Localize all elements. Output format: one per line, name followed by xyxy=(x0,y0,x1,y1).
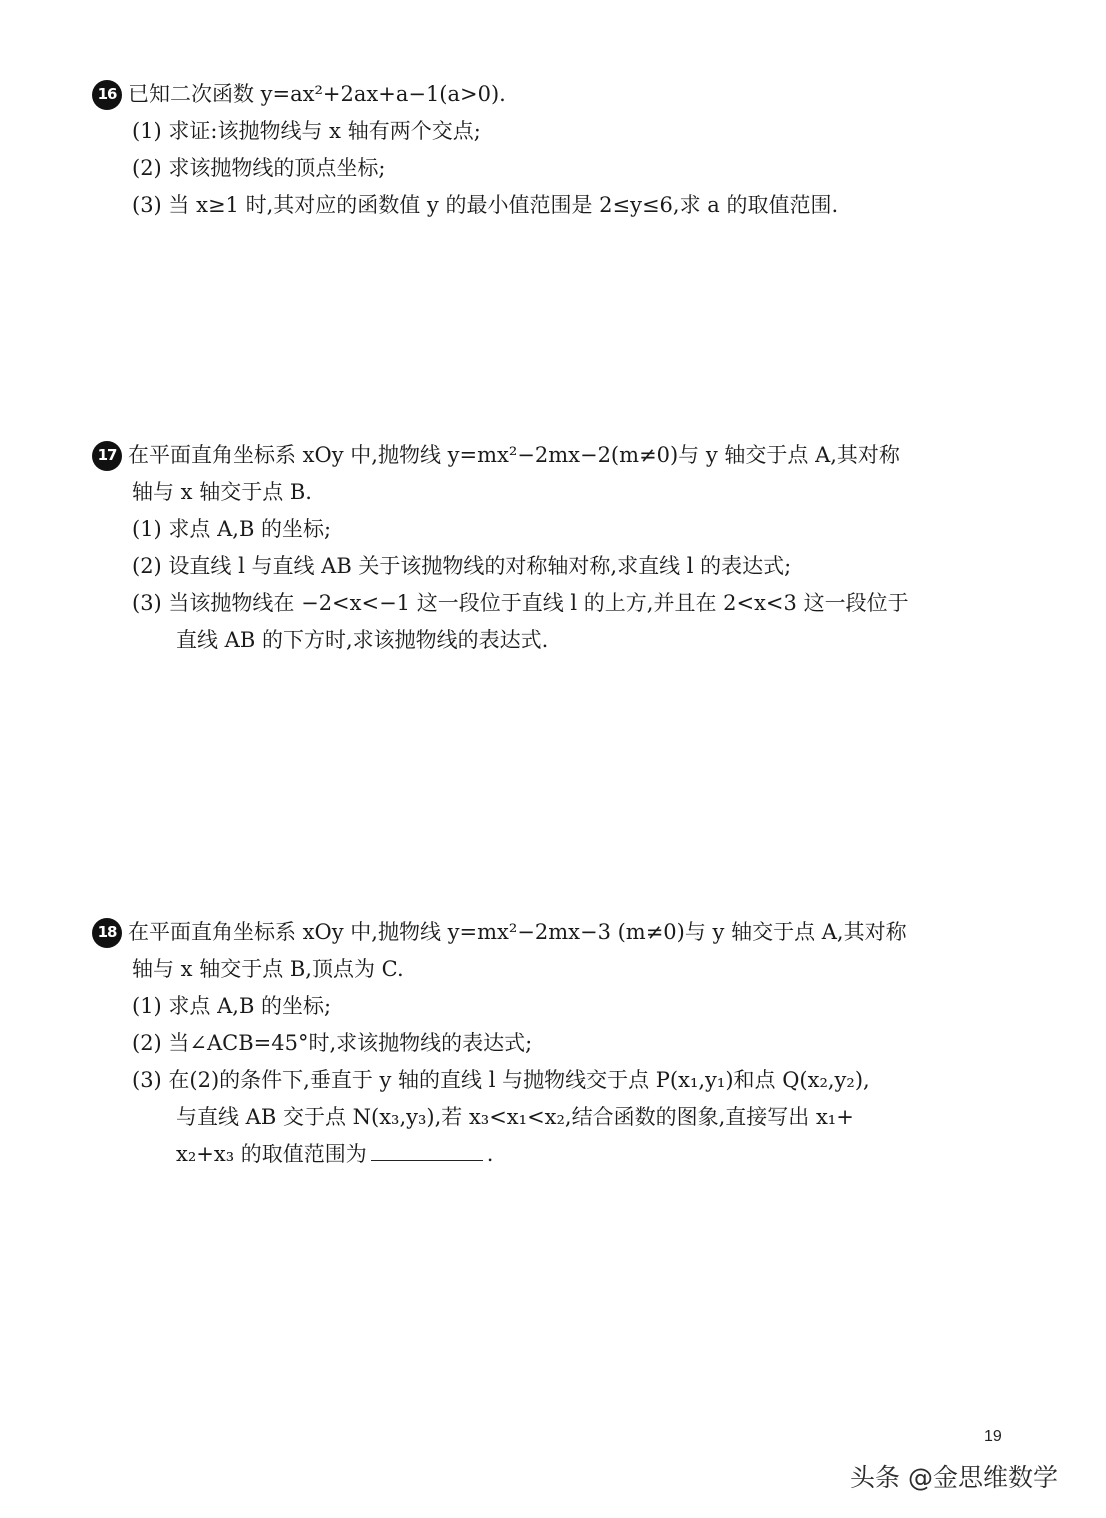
part-3: (3) 当 x≥1 时,其对应的函数值 y 的最小值范围是 2≤y≤6,求 a 的取值范围. xyxy=(132,193,839,217)
part-3-answer-line xyxy=(92,1136,1012,1173)
part-1: (1) 求点 A,B 的坐标; xyxy=(132,994,332,1018)
problem-number-badge: 18 xyxy=(92,918,122,948)
part-3-continuation: x₂+x₃ 的取值范围为 xyxy=(176,1142,367,1166)
part-2: (2) 设直线 l 与直线 AB 关于该抛物线的对称轴对称,求直线 l 的表达式; xyxy=(132,554,792,578)
part-2: (2) 当∠ACB=45°时,求该抛物线的表达式; xyxy=(132,1031,533,1055)
part-3: (3) 在(2)的条件下,垂直于 y 轴的直线 l 与抛物线交于点 P(x₁,y₁)和点 Q(x₂,y₂), xyxy=(132,1068,870,1092)
part-3-continuation: 直线 AB 的下方时,求该抛物线的表达式. xyxy=(176,628,549,652)
part-2: (2) 求该抛物线的顶点坐标; xyxy=(132,156,386,180)
problem-stem xyxy=(92,76,1012,113)
problem-stem xyxy=(92,437,1012,474)
problem-17 xyxy=(92,437,1012,659)
stem-continuation: 轴与 x 轴交于点 B. xyxy=(132,480,312,504)
part-3-continuation: 与直线 AB 交于点 N(x₃,y₃),若 x₃<x₁<x₂,结合函数的图象,直接写出 x₁+ xyxy=(176,1105,854,1129)
stem-text: 已知二次函数 y=ax²+2ax+a−1(a>0). xyxy=(128,82,506,106)
page-number: 19 xyxy=(984,1428,1002,1445)
stem-text: 在平面直角坐标系 xOy 中,抛物线 y=mx²−2mx−2(m≠0)与 y 轴交于点 A,其对称 xyxy=(128,443,900,467)
stem-text: 在平面直角坐标系 xOy 中,抛物线 y=mx²−2mx−3 (m≠0)与 y 轴交于点 A,其对称 xyxy=(128,920,907,944)
part-3: (3) 当该抛物线在 −2<x<−1 这一段位于直线 l 的上方,并且在 2<x<3 这一段位于 xyxy=(132,591,909,615)
problem-number-badge: 16 xyxy=(92,80,122,110)
problem-16 xyxy=(92,76,1012,224)
part-1: (1) 求证:该抛物线与 x 轴有两个交点; xyxy=(132,119,481,143)
stem-continuation: 轴与 x 轴交于点 B,顶点为 C. xyxy=(132,957,404,981)
part-1: (1) 求点 A,B 的坐标; xyxy=(132,517,332,541)
watermark: 头条 @金思维数学 xyxy=(850,1463,1058,1492)
problem-stem xyxy=(92,914,1012,951)
answer-blank[interactable] xyxy=(371,1136,483,1161)
problem-18 xyxy=(92,914,1012,1173)
answer-end-period: . xyxy=(486,1142,494,1166)
problem-number-badge: 17 xyxy=(92,441,122,471)
